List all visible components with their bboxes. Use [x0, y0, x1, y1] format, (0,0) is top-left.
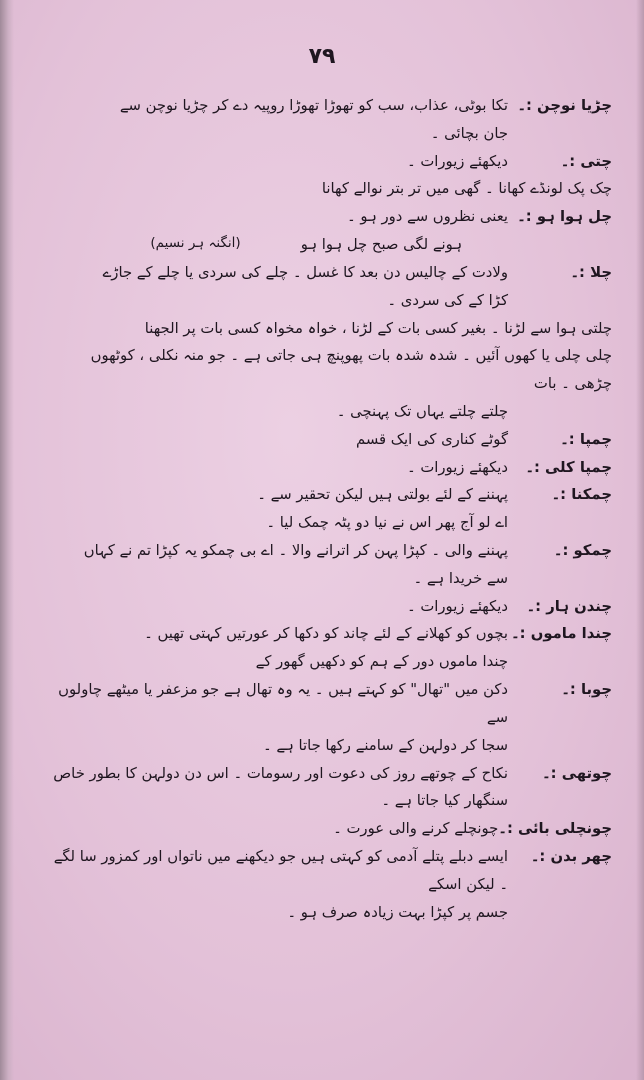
definition-line: سجا کر دولہن کے سامنے رکھا جاتا ہے ۔ [263, 736, 508, 754]
entry-definition [50, 203, 508, 231]
entry-headword: چتی :۔ [560, 152, 612, 170]
definition-line: سے خریدا ہے ۔ [413, 569, 508, 587]
entry-definition [50, 481, 508, 509]
entry [50, 148, 612, 176]
entry-headword: چلا :۔ [570, 263, 612, 281]
entry-definition [50, 148, 508, 176]
definition-line: ولادت کے چالیس دن بعد کا غسل ۔ چلے کی سردی یا چلے کے جاڑے [102, 263, 508, 281]
entry-headword: چوبا :۔ [561, 681, 612, 699]
entry-headword: چمپا کلی :۔ [525, 458, 612, 476]
entry [50, 676, 612, 759]
entry-definition [50, 454, 508, 482]
entry-inline: چک پک لونڈے کھانا ۔ گھی میں تر بتر نوالے کھانا [321, 180, 612, 198]
definition-line: پہننے کے لئے بولتی ہیں لیکن تحقیر سے ۔ [257, 486, 508, 504]
glossary-text [50, 92, 612, 926]
entry-definition [50, 815, 498, 843]
definition-line: سنگھار کیا جاتا ہے ۔ [381, 792, 508, 810]
entry [50, 760, 612, 816]
entry-headword: چمکو :۔ [553, 542, 612, 559]
entry-definition [50, 259, 508, 315]
entry [50, 537, 612, 593]
entry [50, 481, 612, 509]
entry-headword: چونچلی بائی :۔ [498, 820, 612, 838]
entry-definition [50, 92, 508, 148]
definition-line: تکا بوٹی، عذاب، سب کو تھوڑا تھوڑا روپیہ دے کر چڑیا نوچن سے [119, 97, 508, 114]
entry-inline: چلتی ہوا سے لڑنا ۔ بغیر کسی بات کے لڑنا ، خواہ مخواہ کسی بات پر الجھنا [144, 319, 612, 337]
entry-definition [50, 760, 508, 816]
entry-definition [50, 593, 508, 621]
entry-definition [50, 426, 508, 454]
usage-example: اے لو آج پھر اس نے نیا دو پٹہ چمک لیا ۔ [266, 514, 508, 532]
entry [50, 620, 612, 676]
definition-line: جان بچائی ۔ [430, 124, 508, 142]
definition-line: چندا ماموں دور کے ہم کو دکھیں گھور کے [255, 653, 508, 671]
definition-line: دکن میں "تھال" کو کہتے ہیں ۔ یہ وہ تھال ہے جو مزعفر یا میٹھے چاولوں سے [58, 681, 508, 726]
entry-definition [50, 843, 508, 926]
definition-line: یعنی نظروں سے دور ہو ۔ [347, 208, 508, 226]
definition-line: ایسے دبلے پتلے آدمی کو کہتی ہیں جو دیکھنے میں ناتواں اور کمزور سا لگے ۔ لیکن اسکے [53, 847, 508, 893]
entry-headword: چوتھی :۔ [542, 764, 612, 782]
definition-line: چونچلے کرنے والی عورت ۔ [333, 820, 499, 838]
entry-definition [50, 620, 508, 676]
entry [50, 593, 612, 621]
entry [50, 843, 612, 926]
definition-line: بچوں کو کھلانے کے لئے چاند کو دکھا کر عورتیں کہتی تھیں ۔ [144, 625, 508, 643]
page-edge-shadow [636, 0, 644, 1080]
example-verse [50, 231, 612, 259]
entry-headword: چندا ماموں :۔ [511, 625, 612, 643]
entry-headword: چمپا :۔ [560, 430, 612, 448]
definition-line: نکاح کے چوتھے روز کی دعوت اور رسومات ۔ اس دن دولہن کا بطور خاص [53, 764, 508, 782]
entry [50, 203, 612, 231]
entry-continuation: چلتے چلتے یہاں تک پہنچی ۔ [336, 402, 508, 420]
entry [50, 454, 612, 482]
entry [50, 259, 612, 315]
entry-headword: چڑیا نوچن :۔ [517, 97, 612, 114]
example-source: (انگنہ ہر نسیم) [150, 235, 241, 252]
page-binding-shadow [0, 0, 14, 1080]
entry-definition [50, 676, 508, 759]
definition-line: کڑا کے کی سردی ۔ [387, 291, 508, 309]
entry [50, 92, 612, 148]
entry-headword: چمکنا :۔ [551, 486, 612, 504]
definition-line: دیکھئے زیورات ۔ [406, 597, 508, 615]
entry-headword: چل ہوا ہو :۔ [517, 208, 612, 226]
definition-line: گوٹے کناری کی ایک قسم [355, 430, 508, 448]
definition-line: دیکھئے زیورات ۔ [406, 152, 508, 170]
entry-definition [50, 537, 508, 593]
entry-headword: چھر بدن :۔ [530, 847, 612, 865]
entry-inline: چلی چلی یا کھوں آئیں ۔ شدہ شدہ بات پھوپنچ ہی جاتی ہے ۔ جو منہ نکلی ، کوٹھوں چڑھی ۔ بات [90, 347, 612, 393]
entry-headword: چندن ہار :۔ [526, 597, 612, 615]
definition-line: دیکھئے زیورات ۔ [406, 458, 508, 476]
definition-line: جسم پر کپڑا بہت زیادہ صرف ہو ۔ [287, 903, 508, 921]
example-text: ہونے لگی صبح چل ہوا ہو [300, 236, 462, 254]
page-number: ۷۹ [308, 44, 336, 69]
entry [50, 426, 612, 454]
definition-line: پہننے والی ۔ کپڑا پہن کر اترانے والا ۔ اے بی چمکو یہ کپڑا تم نے کہاں [83, 542, 508, 559]
entry [50, 815, 612, 843]
